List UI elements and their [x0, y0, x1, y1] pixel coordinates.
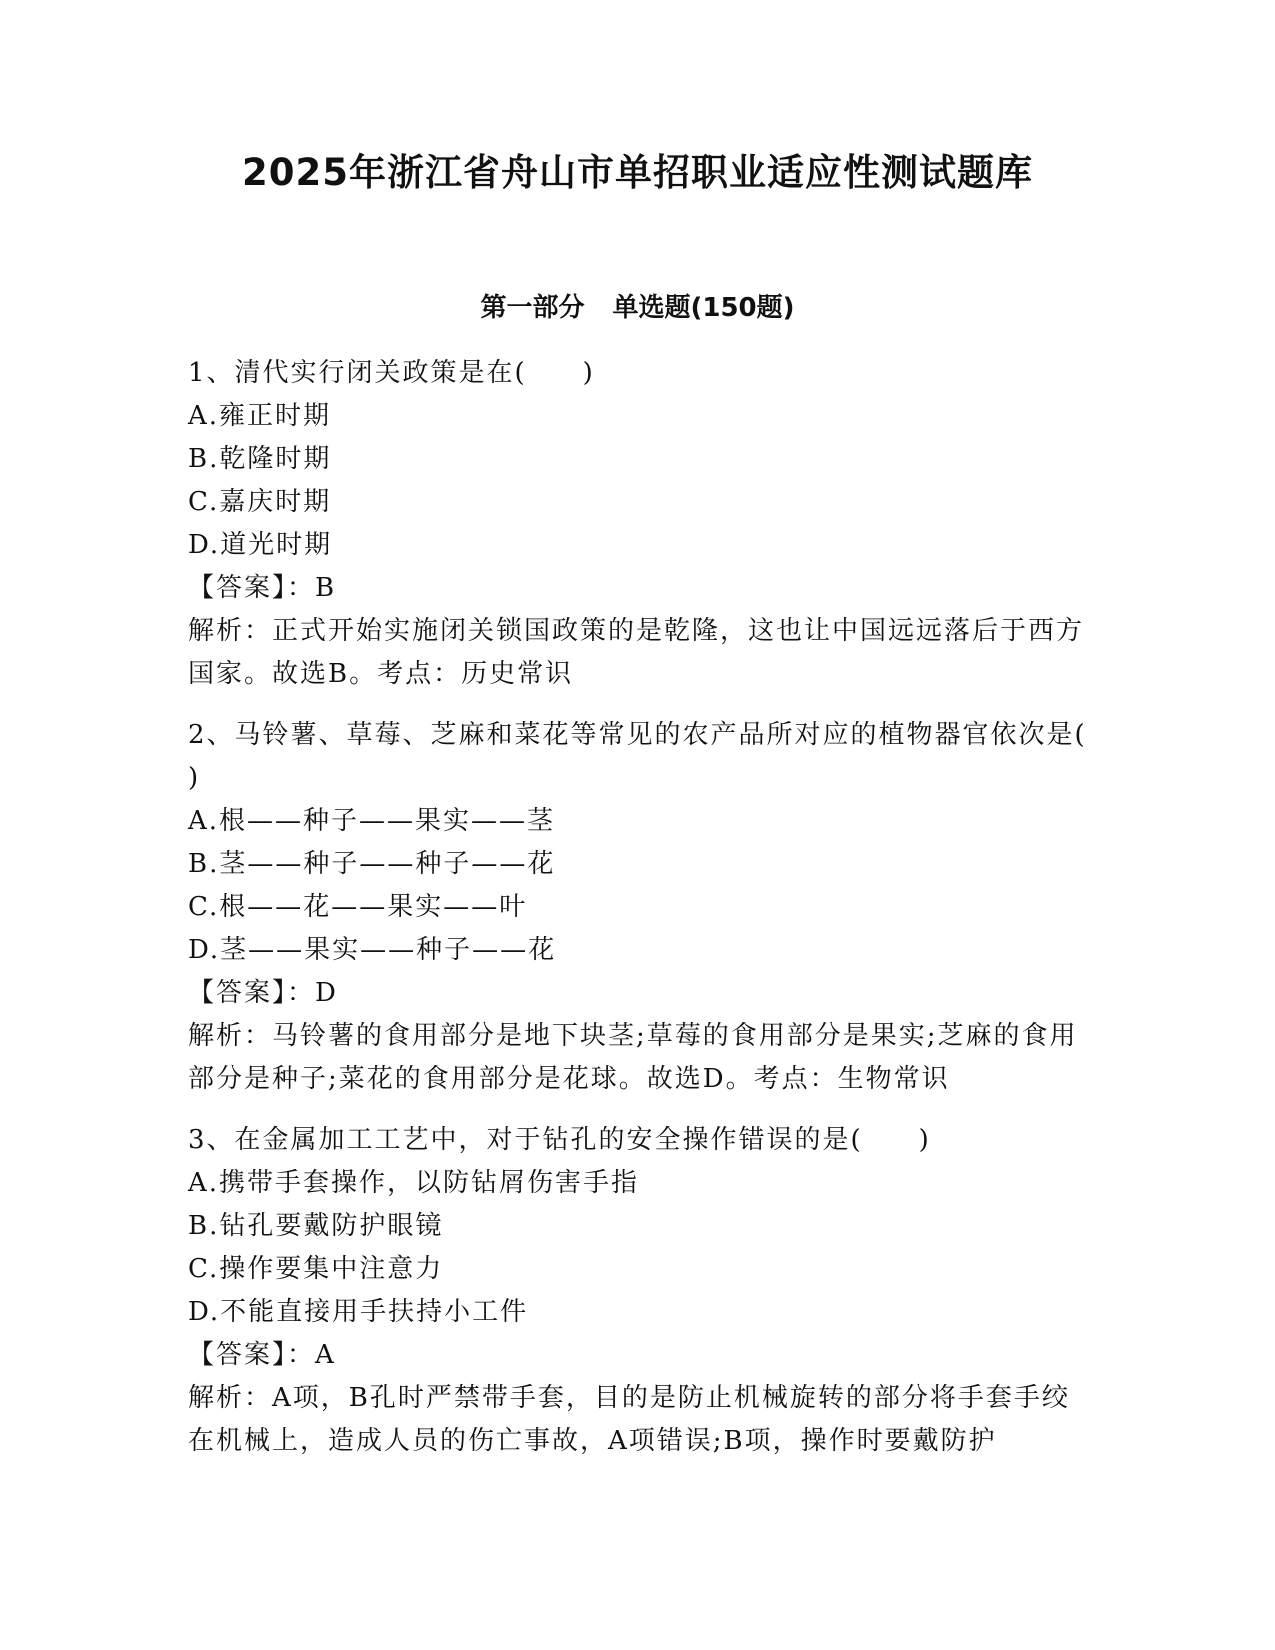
- option-c: C.嘉庆时期: [188, 487, 332, 517]
- answer-line: [188, 1334, 1088, 1377]
- option-c: C.操作要集中注意力: [188, 1254, 444, 1284]
- question-list: [188, 352, 1143, 1481]
- answer-value: D: [315, 978, 338, 1008]
- question-1: [188, 352, 1088, 696]
- answer-label: 【答案】：: [188, 1340, 316, 1370]
- question-3: [188, 1119, 1088, 1463]
- option-b: B.钻孔要戴防护眼镜: [188, 1211, 444, 1241]
- option-a: A.根——种子——果实——茎: [188, 806, 556, 836]
- question-stem: 3、在金属加工工艺中，对于钻孔的安全操作错误的是( ): [188, 1125, 931, 1155]
- answer-value: A: [315, 1340, 336, 1370]
- analysis-text: 解析：正式开始实施闭关锁国政策的是乾隆，这也让中国远远落后于西方国家。故选B。考点：历史常识: [188, 616, 1085, 689]
- option-d: D.道光时期: [188, 530, 333, 560]
- analysis-text: 解析：马铃薯的食用部分是地下块茎;草莓的食用部分是果实;芝麻的食用部分是种子;菜花的食用部分是花球。故选D。考点：生物常识: [188, 1021, 1078, 1094]
- option-d: D.茎——果实——种子——花: [188, 935, 557, 965]
- analysis-text: 解析：A项，B孔时严禁带手套，目的是防止机械旋转的部分将手套手绞在机械上，造成人员的伤亡事故，A项错误;B项，操作时要戴防护: [188, 1383, 1070, 1456]
- question-stem: 2、马铃薯、草莓、芝麻和菜花等常见的农产品所对应的植物器官依次是( ): [188, 720, 1143, 793]
- document-title: 2025年浙江省舟山市单招职业适应性测试题库: [242, 151, 1033, 194]
- section-part: 第一部分: [480, 293, 585, 323]
- option-b: B.乾隆时期: [188, 444, 332, 474]
- answer-line: [188, 972, 1088, 1015]
- option-a: A.携带手套操作，以防钻屑伤害手指: [188, 1168, 640, 1198]
- option-b: B.茎——种子——种子——花: [188, 849, 556, 879]
- option-a: A.雍正时期: [188, 401, 332, 431]
- section-heading: [0, 290, 1275, 326]
- answer-label: 【答案】：: [188, 978, 316, 1008]
- question-2: [188, 714, 1143, 1101]
- answer-value: B: [315, 573, 337, 603]
- section-name: 单选题(150题): [612, 293, 795, 323]
- option-c: C.根——花——果实——叶: [188, 892, 528, 922]
- answer-line: [188, 567, 1088, 610]
- answer-label: 【答案】：: [188, 573, 316, 603]
- option-d: D.不能直接用手扶持小工件: [188, 1297, 529, 1327]
- question-stem: 1、清代实行闭关政策是在( ): [188, 358, 595, 388]
